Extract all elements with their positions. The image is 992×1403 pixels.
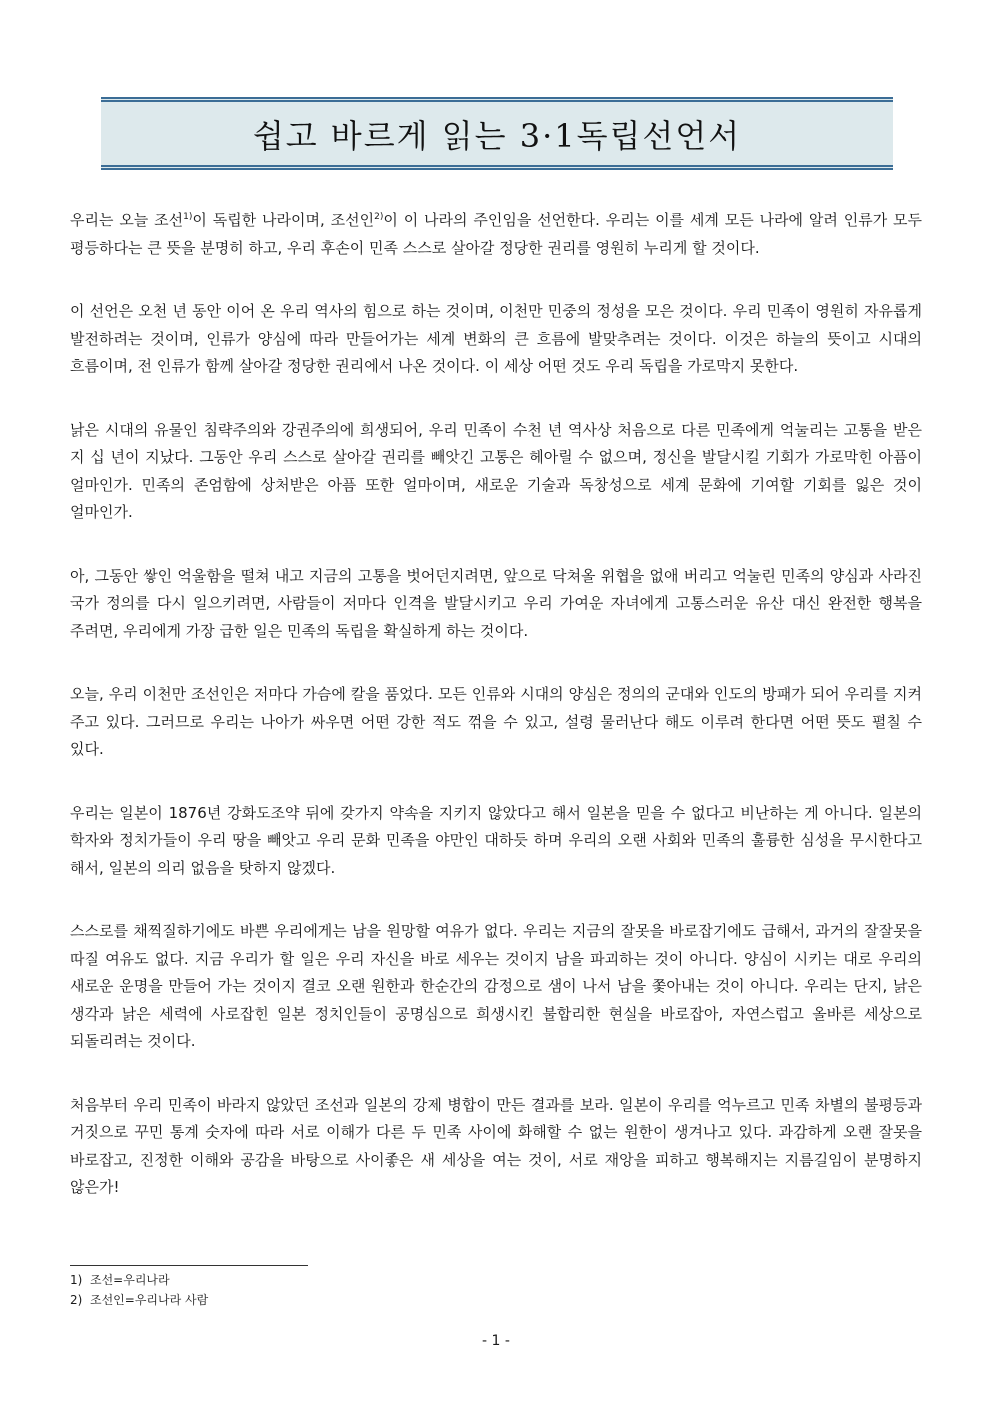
- paragraph-5: 오늘, 우리 이천만 조선인은 저마다 가슴에 칼을 품었다. 모든 인류와 시대의 양심은 정의의 군대와 인도의 방패가 되어 우리를 지켜 주고 있다. 그러므로 우리는 나아가 싸우면 어떤 강한 적도 꺾을 수 있고, 설령 물러난다 해도 이루려 한다면 어떤 뜻도 펼칠 수 있다.: [70, 685, 922, 758]
- paragraph-4: 아, 그동안 쌓인 억울함을 떨쳐 내고 지금의 고통을 벗어던지려면, 앞으로 닥쳐올 위협을 없애 버리고 억눌린 민족의 양심과 사라진 국가 정의를 다시 일으키려면, 사람들이 저마다 인격을 발달시키고 우리 가여운 자녀에게 고통스러운 유산 대신 완전한 행복을 주려면, 우리에게 가장 급한 일은 민족의 독립을 확실하게 하는 것이다.: [70, 566, 922, 640]
- paragraph-7: 스스로를 채찍질하기에도 바쁜 우리에게는 남을 원망할 여유가 없다. 우리는 지금의 잘못을 바로잡기에도 급해서, 과거의 잘잘못을 따질 여유도 없다. 지금 우리가 할 일은 우리 자신을 바로 세우는 것이지 남을 파괴하는 것이 아니다. 양심이 시키는 대로 우리의 새로운 운명을 만들어 가는 것이지 결코 오랜 원한과 한순간의 감정으로 샘이 나서 남을 쫓아내는 것이 아니다. 우리는 단지, 낡은 생각과 낡은 세력에 사로잡힌 일본 정치인들이 공명심으로 희생시킨 불합리한 현실을 바로잡아, 자연스럽고 올바른 세상으로 되돌리려는 것이다.: [70, 922, 922, 1050]
- paragraph-8: 처음부터 우리 민족이 바라지 않았던 조선과 일본의 강제 병합이 만든 결과를 보라. 일본이 우리를 억누르고 민족 차별의 불평등과 거짓으로 꾸민 통계 숫자에 따라 서로 이해가 다른 두 민족 사이에 화해할 수 없는 원한이 생겨나고 있다. 과감하게 오랜 잘못을 바로잡고, 진정한 이해와 공감을 바탕으로 사이좋은 새 세상을 여는 것이, 서로 재앙을 피하고 행복해지는 지름길임이 분명하지 않은가!: [70, 1095, 922, 1196]
- footnote-2-text: 조선인=우리나라 사람: [90, 1293, 209, 1307]
- footnote-1: [70, 1270, 208, 1290]
- body-text: [70, 207, 922, 1238]
- footnote-1-number: 1): [70, 1273, 83, 1287]
- footnote-ref-2: 2): [374, 212, 384, 222]
- footnote-2: [70, 1290, 208, 1310]
- title-box: [101, 97, 893, 170]
- page-number: - 1 -: [482, 1333, 510, 1349]
- paragraph-6: 우리는 일본이 1876년 강화도조약 뒤에 갖가지 약속을 지키지 않았다고 해서 일본을 믿을 수 없다고 비난하는 게 아니다. 일본의 학자와 정치가들이 우리 땅을 빼앗고 우리 문화 민족을 야만인 대하듯 하며 우리의 오랜 사회와 민족의 훌륭한 심성을 무시한다고 해서, 일본의 의리 없음을 탓하지 않겠다.: [70, 803, 922, 877]
- footnote-1-text: 조선=우리나라: [90, 1273, 170, 1287]
- paragraph-3: 낡은 시대의 유물인 침략주의와 강권주의에 희생되어, 우리 민족이 수천 년 역사상 처음으로 다른 민족에게 억눌리는 고통을 받은 지 십 년이 지났다. 그동안 우리 스스로 살아갈 권리를 빼앗긴 고통은 헤아릴 수 없으며, 정신을 발달시킬 기회가 가로막힌 아픔이 얼마인가. 민족의 존엄함에 상처받은 아픔 또한 얼마이며, 새로운 기술과 독창성으로 세계 문화에 기여할 기회를 잃은 것이 얼마인가.: [70, 420, 922, 521]
- footnote-separator: [70, 1265, 308, 1266]
- paragraph-1: [70, 207, 922, 262]
- paragraph-1-part-1: 우리는 오늘 조선: [70, 211, 184, 229]
- footnotes: [70, 1270, 208, 1310]
- document-title: 쉽고 바르게 읽는 3·1독립선언서: [252, 116, 742, 155]
- paragraph-2: 이 선언은 오천 년 동안 이어 온 우리 역사의 힘으로 하는 것이며, 이천만 민중의 정성을 모은 것이다. 우리 민족이 영원히 자유롭게 발전하려는 것이며, 인류가 양심에 따라 만들어가는 세계 변화의 큰 흐름에 발맞추려는 것이다. 이것은 하늘의 뜻이고 시대의 흐름이며, 전 인류가 함께 살아갈 정당한 권리에서 나온 것이다. 이 세상 어떤 것도 우리 독립을 가로막지 못한다.: [70, 302, 922, 375]
- footnote-ref-1: 1): [183, 212, 193, 222]
- footnote-2-number: 2): [70, 1293, 83, 1307]
- paragraph-1-part-3: 이 이 나라의 주인임을 선언한다. 우리는 이를 세계 모든 나라에 알려 인류가 모두 평등하다는 큰 뜻을 분명히 하고, 우리 후손이 민족 스스로 살아갈 정당한 권리를 영원히 누리게 할 것이다.: [70, 211, 923, 257]
- paragraph-1-part-2: 이 독립한 나라이며, 조선인: [192, 211, 375, 229]
